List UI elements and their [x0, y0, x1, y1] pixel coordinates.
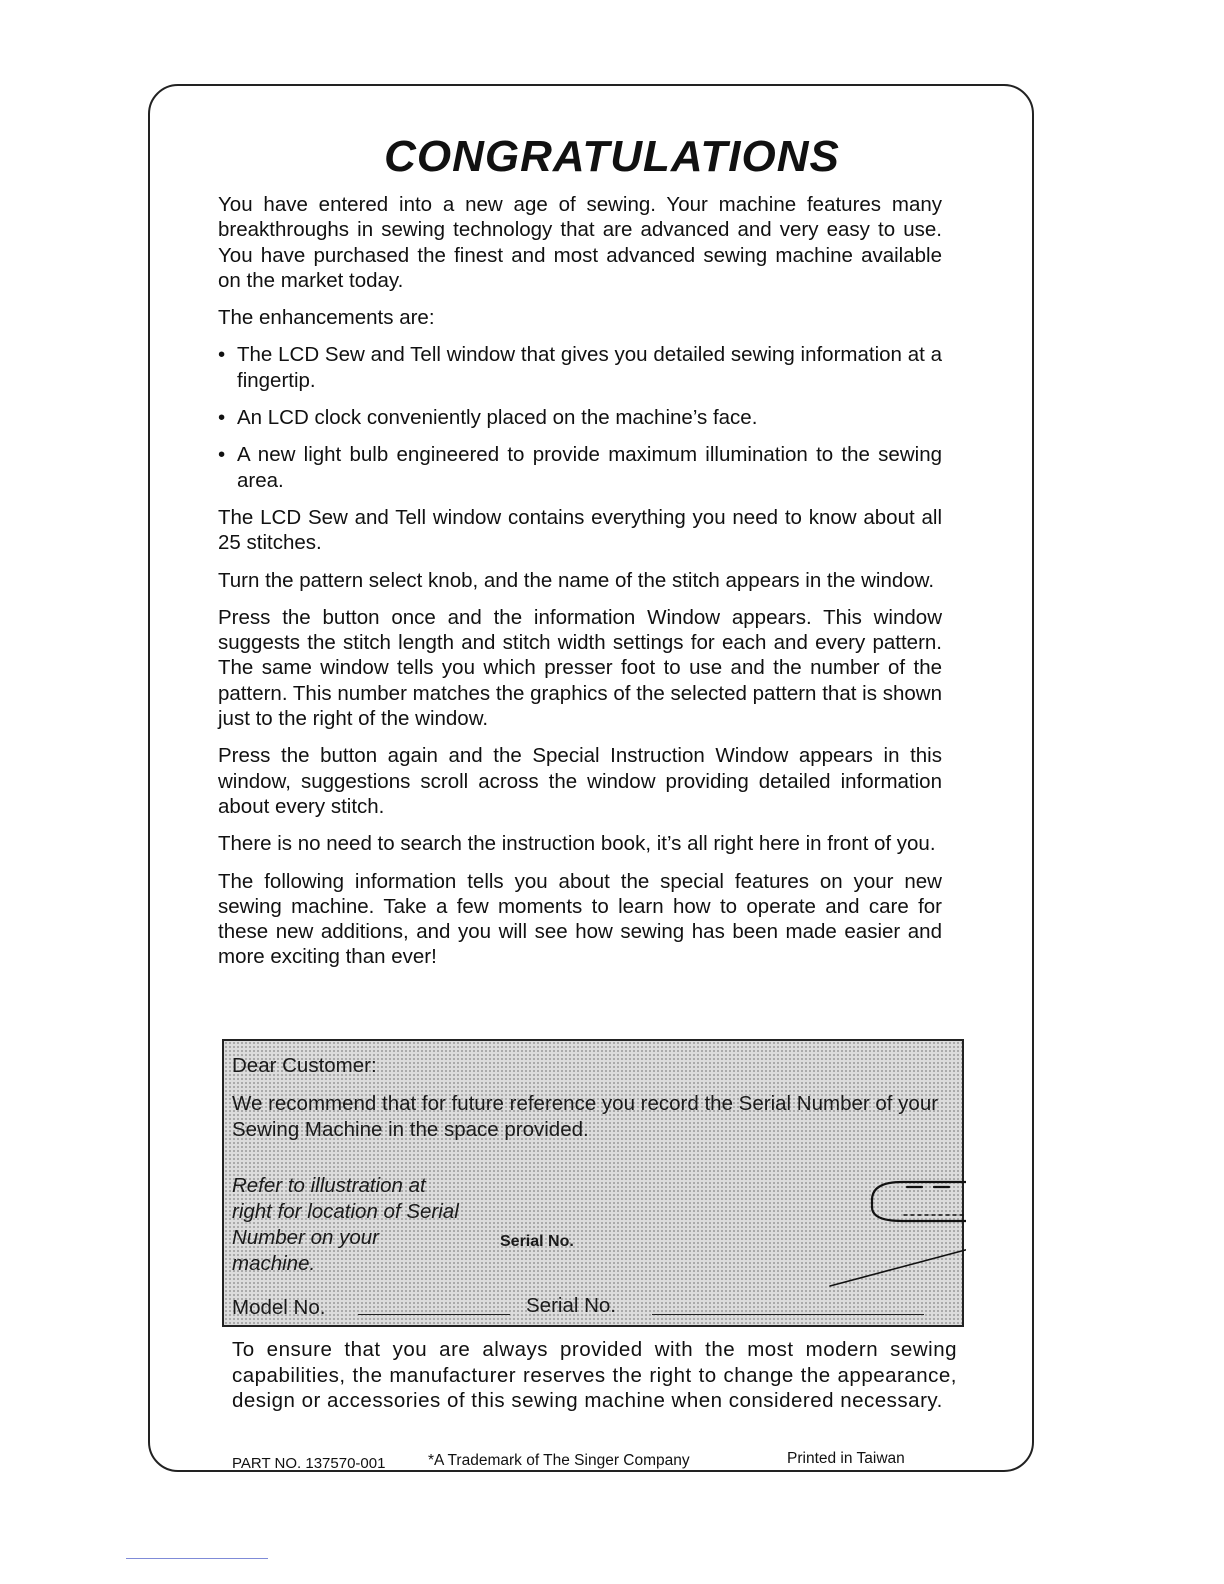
paragraph-no-search: There is no need to search the instruction book, it’s all right here in front of you.	[218, 832, 936, 856]
paragraph-following: The following information tells you about the special features on your new sewing machine. Take a few moments to learn how to operate and care for these new additions, and you will see how sewing has been made easier and more exciting than ever!	[218, 869, 942, 969]
enhancements-heading: The enhancements are:	[218, 306, 435, 330]
model-number-label: Model No.	[232, 1296, 326, 1319]
illustration-serial-label: Serial No.	[500, 1233, 574, 1250]
serial-number-label: Serial No.	[526, 1294, 617, 1317]
sewing-machine-icon	[604, 1137, 966, 1287]
intro-paragraph: You have entered into a new age of sewing. Your machine features many breakthroughs in sewing technology that are advanced and very easy to use. You have purchased the finest and most advanced sewing machine available on the market today.	[218, 193, 942, 292]
enhancements-list	[218, 342, 942, 492]
page-title: CONGRATULATIONS	[384, 132, 840, 181]
paragraph-stitches: The LCD Sew and Tell window contains everything you need to know about all 25 stitches.	[218, 505, 942, 555]
enhancement-item: • An LCD clock conveniently placed on the machine’s face.	[218, 405, 942, 430]
model-number-field[interactable]	[358, 1314, 510, 1315]
customer-greeting: Dear Customer:	[232, 1054, 377, 1077]
enhancement-item: • A new light bulb engineered to provide maximum illumination to the sewing area.	[218, 442, 942, 493]
manufacturer-notice: To ensure that you are always provided with the most modern sewing capabilities, the manufacturer reserves the right to change the appearance, design or accessories of this sewing machine when considered necessary.	[232, 1338, 957, 1412]
serial-record-box	[222, 1039, 964, 1327]
paragraph-info-window: Press the button once and the information Window appears. This window suggests the stitch length and stitch width settings for each and every pattern. The same window tells you which presser foot to use and the number of the pattern. This number matches the graphics of the selected pattern that is shown just to the right of the window.	[218, 605, 942, 731]
paragraph-special-window: Press the button again and the Special Instruction Window appears in this window, suggestions scroll across the window providing detailed information about every stitch.	[218, 744, 942, 818]
enhancement-item: • The LCD Sew and Tell window that gives you detailed sewing information at a fingertip.	[218, 342, 942, 393]
main-text	[218, 192, 942, 982]
part-number: PART NO. 137570-001	[232, 1455, 386, 1472]
serial-recommendation: We recommend that for future reference you record the Serial Number of your Sewing Machine in the space provided.	[232, 1092, 939, 1141]
trademark-note: *A Trademark of The Singer Company	[428, 1452, 690, 1469]
illustration-reference-note: Refer to illustration at right for location of Serial Number on your machine.	[232, 1174, 459, 1275]
paragraph-knob: Turn the pattern select knob, and the name of the stitch appears in the window.	[218, 568, 935, 592]
printed-in: Printed in Taiwan	[787, 1450, 905, 1467]
divider	[126, 1558, 268, 1559]
serial-number-field[interactable]	[652, 1314, 924, 1315]
